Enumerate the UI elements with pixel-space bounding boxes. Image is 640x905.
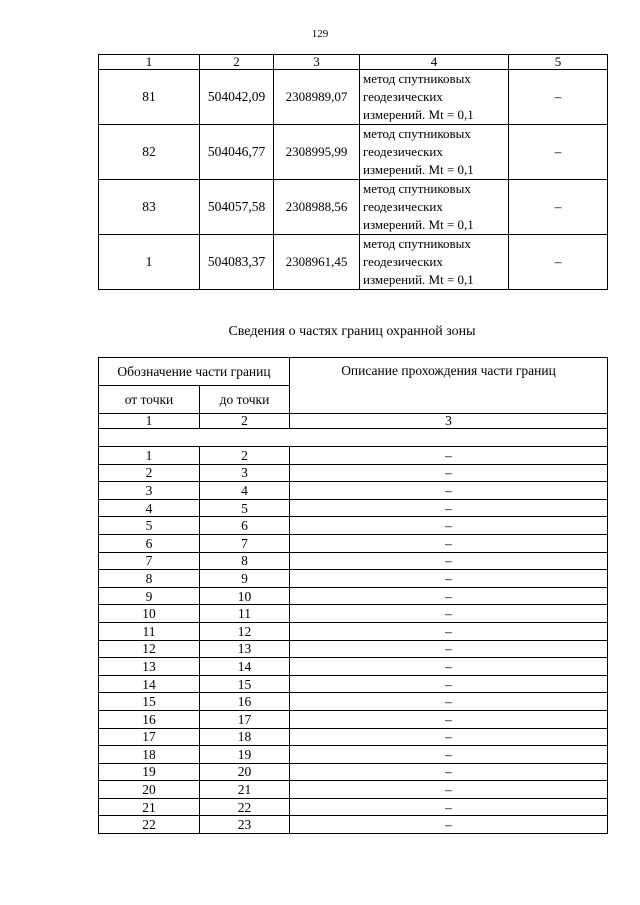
from-point-cell: 16 xyxy=(99,710,200,728)
description-cell: – xyxy=(290,728,608,746)
table-row xyxy=(99,798,608,816)
from-point-cell: 13 xyxy=(99,658,200,676)
table-row xyxy=(99,816,608,834)
col-number-3: 3 xyxy=(290,414,608,429)
col-number-3: 3 xyxy=(274,55,360,70)
description-cell: – xyxy=(290,447,608,465)
to-point-cell: 3 xyxy=(200,464,290,482)
from-point-cell: 15 xyxy=(99,693,200,711)
page-number: 129 xyxy=(311,28,329,40)
designation-header: Обозначение части границ xyxy=(99,358,290,386)
table-row xyxy=(99,125,608,180)
from-point-cell: 8 xyxy=(99,570,200,588)
method-line: геодезических xyxy=(363,199,443,214)
table-row xyxy=(99,464,608,482)
description-cell: – xyxy=(290,570,608,588)
description-cell: – xyxy=(290,816,608,834)
coord-x: 504057,58 xyxy=(200,180,274,235)
note-cell: – xyxy=(509,235,608,290)
table-row xyxy=(99,781,608,799)
description-cell: – xyxy=(290,710,608,728)
method-line: метод спутниковых xyxy=(363,181,471,196)
col-number-2: 2 xyxy=(200,55,274,70)
from-point-cell: 14 xyxy=(99,675,200,693)
table-row xyxy=(99,710,608,728)
coordinates-header-row xyxy=(99,55,608,70)
from-point-cell: 7 xyxy=(99,552,200,570)
description-cell: – xyxy=(290,552,608,570)
description-header: Описание прохождения части границ xyxy=(290,358,608,414)
to-point-cell: 14 xyxy=(200,658,290,676)
table-row xyxy=(99,746,608,764)
to-point-cell: 15 xyxy=(200,675,290,693)
section-title: Сведения о частях границ охранной зоны xyxy=(228,324,476,339)
table-row xyxy=(99,180,608,235)
description-cell: – xyxy=(290,622,608,640)
from-point-cell: 5 xyxy=(99,517,200,535)
description-cell: – xyxy=(290,763,608,781)
method-line: измерений. Mt = 0,1 xyxy=(363,217,474,232)
table-row xyxy=(99,587,608,605)
table-row xyxy=(99,499,608,517)
description-cell: – xyxy=(290,482,608,500)
table-row xyxy=(99,693,608,711)
from-point-cell: 12 xyxy=(99,640,200,658)
from-point-cell: 2 xyxy=(99,464,200,482)
method-cell xyxy=(360,180,509,235)
description-cell: – xyxy=(290,534,608,552)
method-line: измерений. Mt = 0,1 xyxy=(363,162,474,177)
coord-x: 504046,77 xyxy=(200,125,274,180)
to-point-cell: 9 xyxy=(200,570,290,588)
description-cell: – xyxy=(290,798,608,816)
col-number-1: 1 xyxy=(99,414,200,429)
description-cell: – xyxy=(290,605,608,623)
header-row xyxy=(99,358,608,386)
table-row xyxy=(99,552,608,570)
method-cell xyxy=(360,235,509,290)
table-row xyxy=(99,640,608,658)
table-row xyxy=(99,728,608,746)
point-number: 83 xyxy=(99,180,200,235)
method-line: метод спутниковых xyxy=(363,71,471,86)
to-point-cell: 12 xyxy=(200,622,290,640)
to-point-cell: 10 xyxy=(200,587,290,605)
method-line: геодезических xyxy=(363,89,443,104)
from-point-cell: 20 xyxy=(99,781,200,799)
method-line: измерений. Mt = 0,1 xyxy=(363,107,474,122)
to-point-cell: 13 xyxy=(200,640,290,658)
to-point-cell: 8 xyxy=(200,552,290,570)
from-point-cell: 1 xyxy=(99,447,200,465)
from-point-cell: 6 xyxy=(99,534,200,552)
method-line: геодезических xyxy=(363,144,443,159)
from-point-cell: 10 xyxy=(99,605,200,623)
table-row xyxy=(99,517,608,535)
table-row xyxy=(99,570,608,588)
coord-y: 2308989,07 xyxy=(274,70,360,125)
method-line: измерений. Mt = 0,1 xyxy=(363,272,474,287)
from-point-header: от точки xyxy=(99,386,200,414)
description-cell: – xyxy=(290,781,608,799)
note-cell: – xyxy=(509,70,608,125)
description-cell: – xyxy=(290,517,608,535)
to-point-cell: 20 xyxy=(200,763,290,781)
to-point-cell: 7 xyxy=(200,534,290,552)
table-row xyxy=(99,447,608,465)
table-row xyxy=(99,763,608,781)
method-line: метод спутниковых xyxy=(363,126,471,141)
method-cell xyxy=(360,125,509,180)
from-point-cell: 19 xyxy=(99,763,200,781)
description-cell: – xyxy=(290,640,608,658)
to-point-cell: 11 xyxy=(200,605,290,623)
coord-x: 504042,09 xyxy=(200,70,274,125)
from-point-cell: 3 xyxy=(99,482,200,500)
description-cell: – xyxy=(290,693,608,711)
to-point-cell: 2 xyxy=(200,447,290,465)
coord-x: 504083,37 xyxy=(200,235,274,290)
table-row xyxy=(99,675,608,693)
coord-y: 2308988,56 xyxy=(274,180,360,235)
boundary-parts-table xyxy=(98,357,608,834)
table-row xyxy=(99,534,608,552)
coord-y: 2308961,45 xyxy=(274,235,360,290)
point-number: 82 xyxy=(99,125,200,180)
table-row xyxy=(99,70,608,125)
col-number-2: 2 xyxy=(200,414,290,429)
table-row xyxy=(99,235,608,290)
to-point-cell: 19 xyxy=(200,746,290,764)
empty-row xyxy=(99,429,608,447)
to-point-cell: 6 xyxy=(200,517,290,535)
table-row xyxy=(99,482,608,500)
note-cell: – xyxy=(509,180,608,235)
empty-cell xyxy=(99,429,608,447)
description-cell: – xyxy=(290,587,608,605)
to-point-cell: 4 xyxy=(200,482,290,500)
to-point-cell: 16 xyxy=(200,693,290,711)
from-point-cell: 21 xyxy=(99,798,200,816)
from-point-cell: 17 xyxy=(99,728,200,746)
description-cell: – xyxy=(290,675,608,693)
description-cell: – xyxy=(290,658,608,676)
from-point-cell: 9 xyxy=(99,587,200,605)
description-cell: – xyxy=(290,464,608,482)
to-point-cell: 5 xyxy=(200,499,290,517)
method-line: геодезических xyxy=(363,254,443,269)
description-cell: – xyxy=(290,499,608,517)
description-cell: – xyxy=(290,746,608,764)
from-point-cell: 22 xyxy=(99,816,200,834)
to-point-cell: 17 xyxy=(200,710,290,728)
point-number: 81 xyxy=(99,70,200,125)
col-number-4: 4 xyxy=(360,55,509,70)
coord-y: 2308995,99 xyxy=(274,125,360,180)
table-row xyxy=(99,605,608,623)
method-cell xyxy=(360,70,509,125)
to-point-cell: 18 xyxy=(200,728,290,746)
col-number-1: 1 xyxy=(99,55,200,70)
to-point-cell: 21 xyxy=(200,781,290,799)
point-number: 1 xyxy=(99,235,200,290)
note-cell: – xyxy=(509,125,608,180)
table-row xyxy=(99,658,608,676)
col-number-5: 5 xyxy=(509,55,608,70)
from-point-cell: 11 xyxy=(99,622,200,640)
from-point-cell: 4 xyxy=(99,499,200,517)
to-point-cell: 22 xyxy=(200,798,290,816)
coordinates-table xyxy=(98,54,608,290)
table-row xyxy=(99,622,608,640)
column-number-row xyxy=(99,414,608,429)
from-point-cell: 18 xyxy=(99,746,200,764)
to-point-header: до точки xyxy=(200,386,290,414)
method-line: метод спутниковых xyxy=(363,236,471,251)
to-point-cell: 23 xyxy=(200,816,290,834)
